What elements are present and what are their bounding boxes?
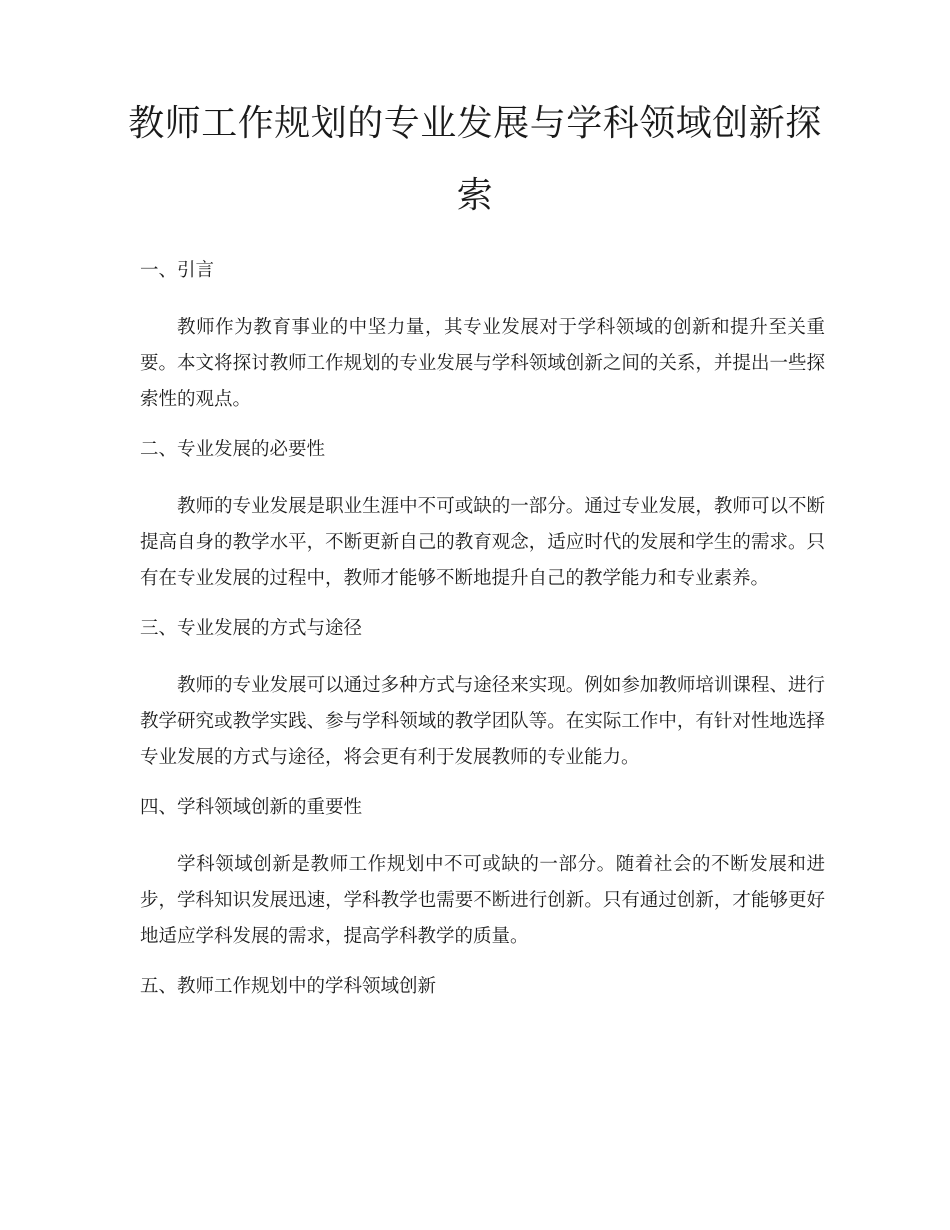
section-heading-methods: 三、专业发展的方式与途径: [140, 618, 363, 639]
section-heading-introduction: 一、引言: [140, 260, 215, 281]
section-heading-necessity: 二、专业发展的必要性: [140, 439, 326, 460]
section-heading-innovation-importance: 四、学科领域创新的重要性: [140, 797, 363, 818]
section-paragraph-methods: 教师的专业发展可以通过多种方式与途径来实现。例如参加教师培训课程、进行教学研究或教学实践、参与学科领域的教学团队等。在实际工作中，有针对性地选择专业发展的方式与途径，将会更有利于发展教师的专业能力。: [140, 675, 825, 768]
section-paragraph-introduction: 教师作为教育事业的中坚力量，其专业发展对于学科领域的创新和提升至关重要。本文将探讨教师工作规划的专业发展与学科领域创新之间的关系，并提出一些探索性的观点。: [140, 317, 825, 410]
section-paragraph-necessity: 教师的专业发展是职业生涯中不可或缺的一部分。通过专业发展，教师可以不断提高自身的教学水平，不断更新自己的教育观念，适应时代的发展和学生的需求。只有在专业发展的过程中，教师才能够不断地提升自己的教学能力和专业素养。: [140, 496, 825, 589]
section-paragraph-innovation-importance: 学科领域创新是教师工作规划中不可或缺的一部分。随着社会的不断发展和进步，学科知识发展迅速，学科教学也需要不断进行创新。只有通过创新，才能够更好地适应学科发展的需求，提高学科教学的质量。: [140, 854, 825, 947]
section-heading-innovation-in-planning: 五、教师工作规划中的学科领域创新: [140, 976, 437, 997]
document-title: 教师工作规划的专业发展与学科领域创新探索: [128, 103, 822, 216]
